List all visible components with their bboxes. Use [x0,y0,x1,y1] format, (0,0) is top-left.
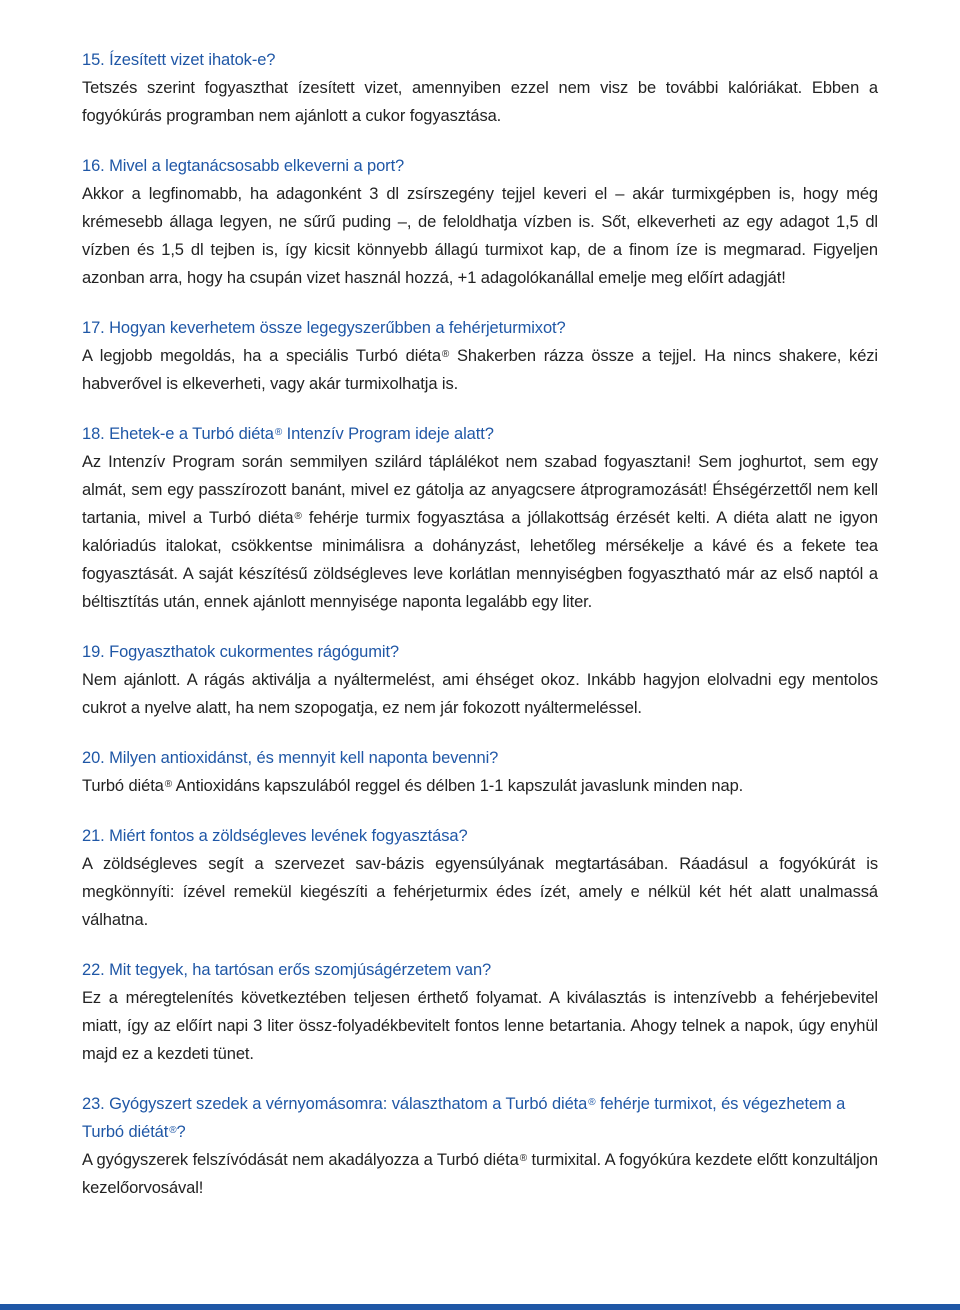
registered-mark: ® [588,1097,596,1108]
faq-item-16 [82,152,878,292]
answer-18: Az Intenzív Program során semmilyen szilárd táplálékot nem szabad fogyasztani! Sem joghurtot, sem egy almát, sem egy passzírozott banánt, mivel ez gátolja az anyagcsere átprogramozását! Éhségérzettől nem kell tartania, mivel a Turbó diéta® fehérje turmix fogyasztása a jóllakottság érzését kelti. A diéta alatt ne igyon kalóriadús italokat, csökkentse minimálisra a dohányzást, lehetőleg mérsékelje a kávé és a fekete tea fogyasztását. A saját készítésű zöldségleves leve korlátlan mennyiségben fogyasztható már az első naptól a béltisztítás után, ennek ajánlott mennyisége naponta legalább egy liter. [82,453,879,611]
faq-page [82,46,878,1224]
faq-item-19 [82,638,878,722]
bottom-accent-bar [0,1304,960,1310]
registered-mark: ® [164,779,173,790]
answer-15: Tetszés szerint fogyaszthat ízesített vizet, amennyiben ezzel nem visz be további kalóriákat. Ebben a fogyókúrás programban nem ajánlott a cukor fogyasztása. [82,79,878,125]
answer-21: A zöldségleves segít a szervezet sav-bázis egyensúlyának megtartásában. Ráadásul a fogyókúrát is megkönnyíti: ízével remekül kiegészíti a fehérjeturmix édes ízét, amely e nélkül két hét alatt unalmassá válhatna. [82,855,878,929]
answer-23: A gyógyszerek felszívódását nem akadályozza a Turbó diéta® turmixital. A fogyókúra kezdete előtt konzultáljon kezelőorvosával! [82,1151,878,1197]
question-16: 16. Mivel a legtanácsosabb elkeverni a port? [82,157,405,175]
question-21: 21. Miért fontos a zöldségleves levének fogyasztása? [82,827,468,845]
question-18: 18. Ehetek-e a Turbó diéta® Intenzív Program ideje alatt? [82,425,494,443]
answer-19: Nem ajánlott. A rágás aktiválja a nyáltermelést, ami éhséget okoz. Inkább hagyjon elolvadni egy mentolos cukrot a nyelve alatt, ha nem szopogatja, ez nem jár fokozott nyáltermeléssel. [82,671,878,717]
faq-item-18 [82,420,878,616]
answer-17: A legjobb megoldás, ha a speciális Turbó diéta® Shakerben rázza össze a tejjel. Ha nincs shakere, kézi habverővel is elkeverheti, vagy akár turmixolhatja is. [82,347,878,393]
faq-item-20 [82,744,878,800]
question-17: 17. Hogyan keverhetem össze legegyszerűbben a fehérjeturmixot? [82,319,566,337]
faq-item-17 [82,314,878,398]
question-19: 19. Fogyaszthatok cukormentes rágógumit? [82,643,400,661]
question-20: 20. Milyen antioxidánst, és mennyit kell naponta bevenni? [82,749,499,767]
faq-item-23 [82,1090,878,1202]
question-15: 15. Ízesített vizet ihatok-e? [82,51,276,69]
question-22: 22. Mit tegyek, ha tartósan erős szomjúságérzetem van? [82,961,492,979]
faq-item-22 [82,956,878,1068]
registered-mark: ® [441,349,450,360]
registered-mark: ® [519,1153,527,1164]
answer-20: Turbó diéta® Antioxidáns kapszulából reggel és délben 1-1 kapszulát javaslunk minden nap. [82,777,744,795]
faq-item-15 [82,46,878,130]
answer-22: Ez a méregtelenítés következtében teljesen érthető folyamat. A kiválasztás is intenzívebb a fehérjebevitel miatt, így az előírt napi 3 liter össz-folyadékbevitelt fontos lenne betartania. Ahogy telnek a napok, úgy enyhül majd ez a kezdeti tünet. [82,989,878,1063]
faq-item-21 [82,822,878,934]
registered-mark: ® [294,511,302,522]
registered-mark: ® [274,427,283,438]
answer-16: Akkor a legfinomabb, ha adagonként 3 dl zsírszegény tejjel keveri el – akár turmixgépben is, hogy még krémesebb állaga legyen, ne sűrű puding –, de feloldhatja vízben is. Sőt, elkeverheti az egy adagot 1,5 dl vízben és 1,5 dl tejben is, így kicsit könnyebb állagú turmixot kap, de a finom íze is megmarad. Figyeljen azonban arra, hogy ha csupán vizet használ hozzá, +1 adagolókanállal emelje meg előírt adagját! [82,185,878,287]
registered-mark: ® [169,1125,177,1136]
question-23: 23. Gyógyszert szedek a vérnyomásomra: választhatom a Turbó diéta® fehérje turmixot, és végezhetem a Turbó diétát®? [82,1095,846,1141]
